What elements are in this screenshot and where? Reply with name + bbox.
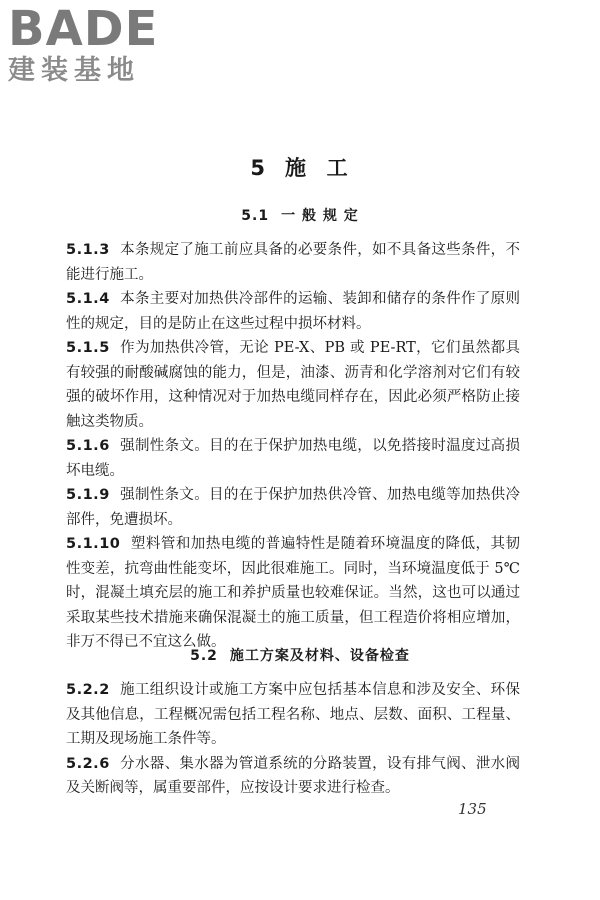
clause-paragraph <box>66 483 520 532</box>
clause-paragraph <box>66 532 520 655</box>
clause-text: 强制性条文。目的在于保护加热供冷管、加热电缆等加热供冷部件，免遭损坏。 <box>66 487 520 528</box>
clause-paragraph <box>66 336 520 434</box>
clause-text: 强制性条文。目的在于保护加热电缆，以免搭接时温度过高损坏电缆。 <box>66 438 520 479</box>
clause-text: 本条主要对加热供冷部件的运输、装卸和储存的条件作了原则性的规定，目的是防止在这些过程中损坏材料。 <box>66 291 520 332</box>
bade-logo <box>8 1 178 86</box>
section-number: 5.2 <box>190 648 218 664</box>
section-title <box>0 205 600 225</box>
clause-paragraph <box>66 434 520 483</box>
section-title <box>0 645 600 665</box>
clause-paragraph <box>66 752 520 801</box>
clause-text: 本条规定了施工前应具备的必要条件，如不具备这些条件，不能进行施工。 <box>66 242 520 283</box>
section-name: 一 般 规 定 <box>281 208 359 224</box>
section-body <box>66 238 520 655</box>
clause-text: 施工组织设计或施工方案中应包括基本信息和涉及安全、环保及其他信息，工程概况需包括工程名称、地点、层数、面积、工程量、工期及现场施工条件等。 <box>66 682 520 747</box>
chapter-name: 施 工 <box>285 156 350 180</box>
logo-text-cn: 建装基地 <box>8 55 140 86</box>
section-number: 5.1 <box>241 208 270 224</box>
clause-number: 5.1.3 <box>66 242 110 258</box>
section-name: 施工方案及材料、设备检查 <box>229 648 410 664</box>
page-number: 135 <box>458 800 487 818</box>
clause-paragraph <box>66 678 520 752</box>
clause-number: 5.1.5 <box>66 340 110 356</box>
clause-number: 5.2.2 <box>66 682 110 698</box>
clause-number: 5.1.9 <box>66 487 110 503</box>
chapter-number: 5 <box>250 156 267 180</box>
clause-text: 分水器、集水器为管道系统的分路装置，设有排气阀、泄水阀及关断阀等，属重要部件，应按设计要求进行检查。 <box>66 755 520 796</box>
clause-paragraph <box>66 287 520 336</box>
section-body <box>66 678 520 801</box>
clause-text: 作为加热供冷管，无论 PE-X、PB 或 PE-RT，它们虽然都具有较强的耐酸碱腐蚀的能力，但是，油漆、沥青和化学溶剂对它们有较强的破坏作用，这种情况对于加热电缆同样存在，因此必须严格防止接触这类物质。 <box>66 340 520 430</box>
clause-number: 5.1.6 <box>66 438 110 454</box>
chapter-title <box>0 152 600 182</box>
clause-paragraph <box>66 238 520 287</box>
clause-number: 5.1.10 <box>66 536 121 552</box>
clause-number: 5.1.4 <box>66 291 110 307</box>
logo-text-en: BADE <box>8 1 159 57</box>
clause-number: 5.2.6 <box>66 755 110 772</box>
clause-text: 塑料管和加热电缆的普遍特性是随着环境温度的降低，其韧性变差，抗弯曲性能变坏，因此很难施工。同时，当环境温度低于 5℃时，混凝土填充层的施工和养护质量也较难保证。当然，这也可以通过采取某些技术措施来确保混凝土的施工质量，但工程造价将相应增加，非万不得已不宜这么做。 <box>66 536 520 650</box>
